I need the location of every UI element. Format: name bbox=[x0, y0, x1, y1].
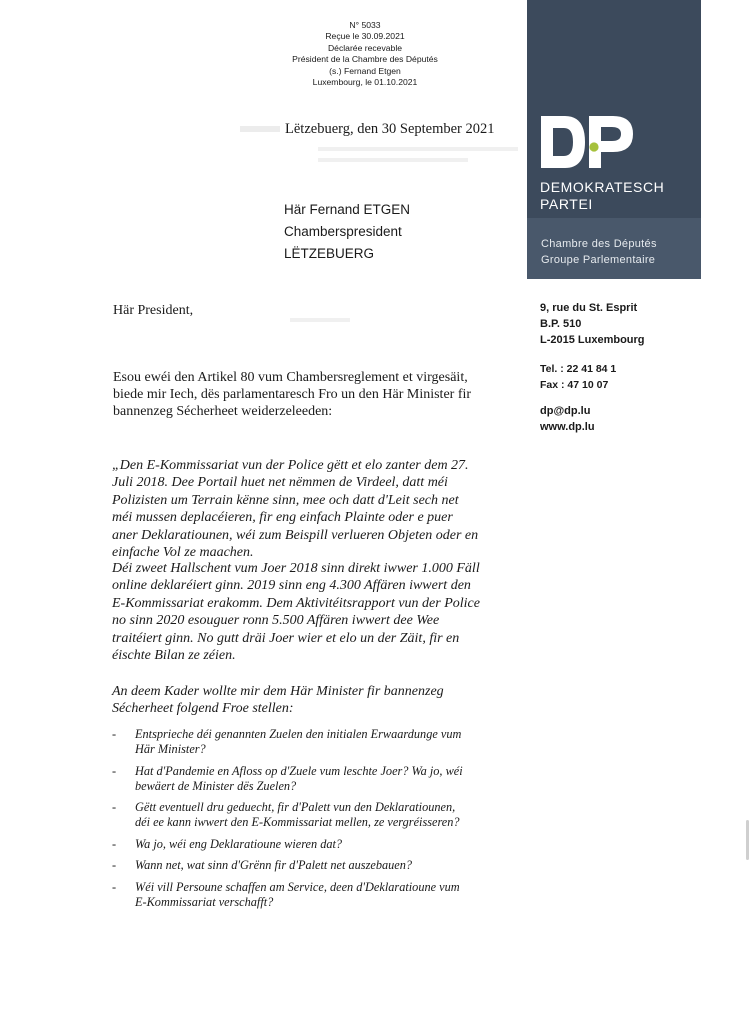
question-line: Entsprieche déi genannten Zuelen den initialen Erwaardunge vum bbox=[135, 727, 462, 741]
recipient-name: Här Fernand ETGEN bbox=[284, 202, 411, 217]
question-context-paragraph-2 bbox=[112, 560, 512, 664]
paragraph-line: Juli 2018. Dee Portail huet net nëmmen de Virdeel, datt méi bbox=[112, 475, 448, 491]
recipient-place: LËTZEBUERG bbox=[284, 246, 375, 261]
salutation: Här President, bbox=[113, 303, 194, 318]
address-po-box: B.P. 510 bbox=[540, 318, 582, 330]
paragraph-line: méi mussen deplacéieren, fir eng einfach Plainte oder e puer bbox=[112, 510, 453, 526]
paragraph-line: éischte Bilan ze zéien. bbox=[112, 648, 236, 664]
list-dash: - bbox=[112, 727, 117, 741]
stamp-number: N° 5033 bbox=[349, 20, 381, 30]
question-item bbox=[112, 727, 512, 757]
paragraph-line: E-Kommissariat erakomm. Dem Aktivitéitsrapport vun der Police bbox=[112, 595, 480, 611]
list-dash: - bbox=[112, 879, 117, 894]
list-dash: - bbox=[112, 836, 117, 851]
paragraph-line: no sinn 2020 esouguer ronn 5.500 Affären iwwert dee Wee bbox=[112, 613, 440, 629]
recipient-title: Chamberspresident bbox=[284, 224, 402, 239]
paragraph-line: Sécherheet folgend Froe stellen: bbox=[112, 701, 294, 717]
website-link[interactable]: www.dp.lu bbox=[540, 421, 595, 433]
reception-stamp bbox=[270, 20, 460, 88]
question-line: Wéi vill Persoune schaffen am Service, deen d'Deklaratioune vum bbox=[135, 879, 460, 894]
show-through-mark bbox=[318, 158, 468, 162]
recipient-block bbox=[284, 199, 410, 265]
email-link[interactable]: dp@dp.lu bbox=[540, 405, 591, 417]
party-name bbox=[540, 179, 664, 213]
question-lead-in bbox=[112, 683, 512, 718]
stamp-president: Président de la Chambre des Députés bbox=[292, 54, 438, 65]
sender-phones bbox=[540, 361, 616, 393]
list-dash: - bbox=[112, 800, 117, 815]
scan-artifact bbox=[746, 820, 749, 860]
question-item bbox=[112, 837, 512, 852]
party-name-line: PARTEI bbox=[540, 196, 593, 212]
question-item bbox=[112, 858, 512, 873]
stamp-admissible: Déclarée recevable bbox=[327, 42, 403, 53]
phone-number: Tel. : 22 41 84 1 bbox=[540, 363, 617, 375]
question-line: Wa jo, wéi eng Deklaratioune wieren dat? bbox=[135, 836, 343, 851]
intro-paragraph bbox=[113, 369, 513, 420]
stamp-place-date: Luxembourg, le 01.10.2021 bbox=[312, 77, 418, 88]
question-item bbox=[112, 880, 512, 910]
group-name-line: Chambre des Députés bbox=[541, 238, 657, 250]
address-city: L-2015 Luxembourg bbox=[540, 334, 645, 346]
question-item bbox=[112, 800, 512, 830]
question-line: Gëtt eventuell dru geduecht, fir d'Palett vun den Deklaratiounen, bbox=[135, 800, 456, 815]
paragraph-line: online deklaréiert ginn. 2019 sinn eng 4.300 Affären iwwert den bbox=[112, 578, 471, 594]
question-line: E-Kommissariat verschafft? bbox=[135, 894, 274, 909]
show-through-mark bbox=[290, 318, 350, 322]
question-line: Här Minister? bbox=[135, 742, 206, 756]
group-name-line: Groupe Parlementaire bbox=[541, 254, 656, 266]
party-logo-panel bbox=[527, 0, 701, 279]
list-dash: - bbox=[112, 858, 117, 873]
question-context-paragraph-1 bbox=[112, 457, 512, 561]
letter-date: Lëtzebuerg, den 30 September 2021 bbox=[285, 121, 495, 137]
paragraph-line: „Den E-Kommissariat vun der Police gëtt et elo zanter dem 27. bbox=[112, 458, 469, 473]
address-street: 9, rue du St. Esprit bbox=[540, 302, 638, 314]
group-name bbox=[541, 236, 657, 268]
stamp-signature: (s.) Fernand Etgen bbox=[329, 65, 401, 76]
dp-logo-icon bbox=[539, 112, 639, 172]
paragraph-line: einfache Vol ze maachen. bbox=[112, 545, 254, 561]
stamp-received: Reçue le 30.09.2021 bbox=[325, 31, 405, 42]
paragraph-line: traitéiert ginn. No gutt dräi Joer wier et elo un der Zäit, fir en bbox=[112, 630, 460, 646]
intro-line: Esou ewéi den Artikel 80 vum Chambersreglement et virgesäit, bbox=[113, 370, 468, 385]
question-list bbox=[112, 727, 512, 917]
fax-number: Fax : 47 10 07 bbox=[540, 379, 609, 391]
paragraph-line: Polizisten um Terrain kënne sinn, mee och datt d'Leit sech net bbox=[112, 492, 459, 508]
show-through-mark bbox=[318, 147, 518, 151]
show-through-mark bbox=[240, 126, 280, 132]
question-line: Hat d'Pandemie en Afloss op d'Zuele vum leschte Joer? Wa jo, wéi bbox=[135, 763, 463, 778]
list-dash: - bbox=[112, 763, 117, 778]
question-line: déi ee kann iwwert den E-Kommissariat mellen, ze vergréisseren? bbox=[135, 815, 460, 830]
paragraph-line: aner Deklaratiounen, wéi zum Beispill verlueren Objeten oder en bbox=[112, 527, 479, 543]
question-item bbox=[112, 764, 512, 794]
question-line: bewäert de Minister dës Zuelen? bbox=[135, 778, 297, 793]
sender-web bbox=[540, 403, 595, 435]
intro-line: bannenzeg Sécherheet weiderzeleeden: bbox=[113, 404, 333, 419]
question-line: Wann net, wat sinn d'Grënn fir d'Palett net auszebauen? bbox=[135, 858, 413, 873]
intro-line: biede mir Iech, dës parlamentaresch Fro un den Här Minister fir bbox=[113, 387, 472, 402]
paragraph-line: An deem Kader wollte mir dem Här Minister fir bannenzeg bbox=[112, 684, 444, 699]
party-name-line: DEMOKRATESCH bbox=[540, 179, 665, 195]
sender-address bbox=[540, 300, 645, 348]
paragraph-line: Déi zweet Hallschent vum Joer 2018 sinn direkt iwwer 1.000 Fäll bbox=[112, 561, 480, 576]
